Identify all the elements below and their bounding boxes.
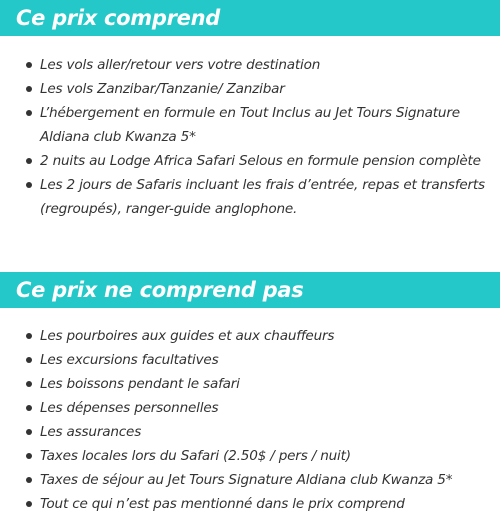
included-item-text: 2 nuits au Lodge Africa Safari Selous en formule pension complète xyxy=(40,153,481,169)
excluded-item xyxy=(0,492,500,516)
included-item-text: L’hébergement en formule en Tout Inclus au Jet Tours Signature Aldiana club Kwanza 5* xyxy=(40,105,460,145)
included-title: Ce prix comprend xyxy=(16,6,220,30)
bullet-icon xyxy=(26,501,32,507)
bullet-icon xyxy=(26,453,32,459)
included-item-text: Les vols aller/retour vers votre destination xyxy=(40,57,321,73)
excluded-item xyxy=(0,444,500,468)
included-banner xyxy=(0,0,500,36)
excluded-item xyxy=(0,348,500,372)
excluded-title: Ce prix ne comprend pas xyxy=(16,278,304,302)
excluded-item xyxy=(0,468,500,492)
excluded-section xyxy=(0,272,500,308)
excluded-item xyxy=(0,396,500,420)
bullet-icon xyxy=(26,477,32,483)
bullet-icon xyxy=(26,405,32,411)
bullet-icon xyxy=(26,381,32,387)
excluded-item-text: Les excursions facultatives xyxy=(40,352,219,368)
bullet-icon xyxy=(26,86,32,92)
included-item-text: Les 2 jours de Safaris incluant les frais d’entrée, repas et transferts (regroupés), ranger-guide anglophone. xyxy=(40,177,485,217)
bullet-icon xyxy=(26,429,32,435)
excluded-item-text: Taxes de séjour au Jet Tours Signature Aldiana club Kwanza 5* xyxy=(40,472,453,488)
bullet-icon xyxy=(26,110,32,116)
excluded-banner xyxy=(0,272,500,308)
included-item-text: Les vols Zanzibar/Tanzanie/ Zanzibar xyxy=(40,81,285,97)
bullet-icon xyxy=(26,182,32,188)
excluded-item-text: Tout ce qui n’est pas mentionné dans le prix comprend xyxy=(40,496,405,512)
bullet-icon xyxy=(26,158,32,164)
included-item xyxy=(0,149,500,173)
excluded-item-text: Les pourboires aux guides et aux chauffeurs xyxy=(40,328,335,344)
excluded-item-text: Taxes locales lors du Safari (2.50$ / pers / nuit) xyxy=(40,448,351,464)
excluded-item-text: Les assurances xyxy=(40,424,142,440)
excluded-item-text: Les dépenses personnelles xyxy=(40,400,219,416)
excluded-item xyxy=(0,372,500,396)
included-item xyxy=(0,77,500,101)
excluded-item-text: Les boissons pendant le safari xyxy=(40,376,240,392)
included-item xyxy=(0,53,500,77)
included-section xyxy=(0,0,500,36)
included-item xyxy=(0,173,500,221)
excluded-list xyxy=(0,324,500,516)
bullet-icon xyxy=(26,333,32,339)
excluded-item xyxy=(0,420,500,444)
bullet-icon xyxy=(26,62,32,68)
bullet-icon xyxy=(26,357,32,363)
excluded-item xyxy=(0,324,500,348)
included-list xyxy=(0,53,500,221)
included-item xyxy=(0,101,500,149)
